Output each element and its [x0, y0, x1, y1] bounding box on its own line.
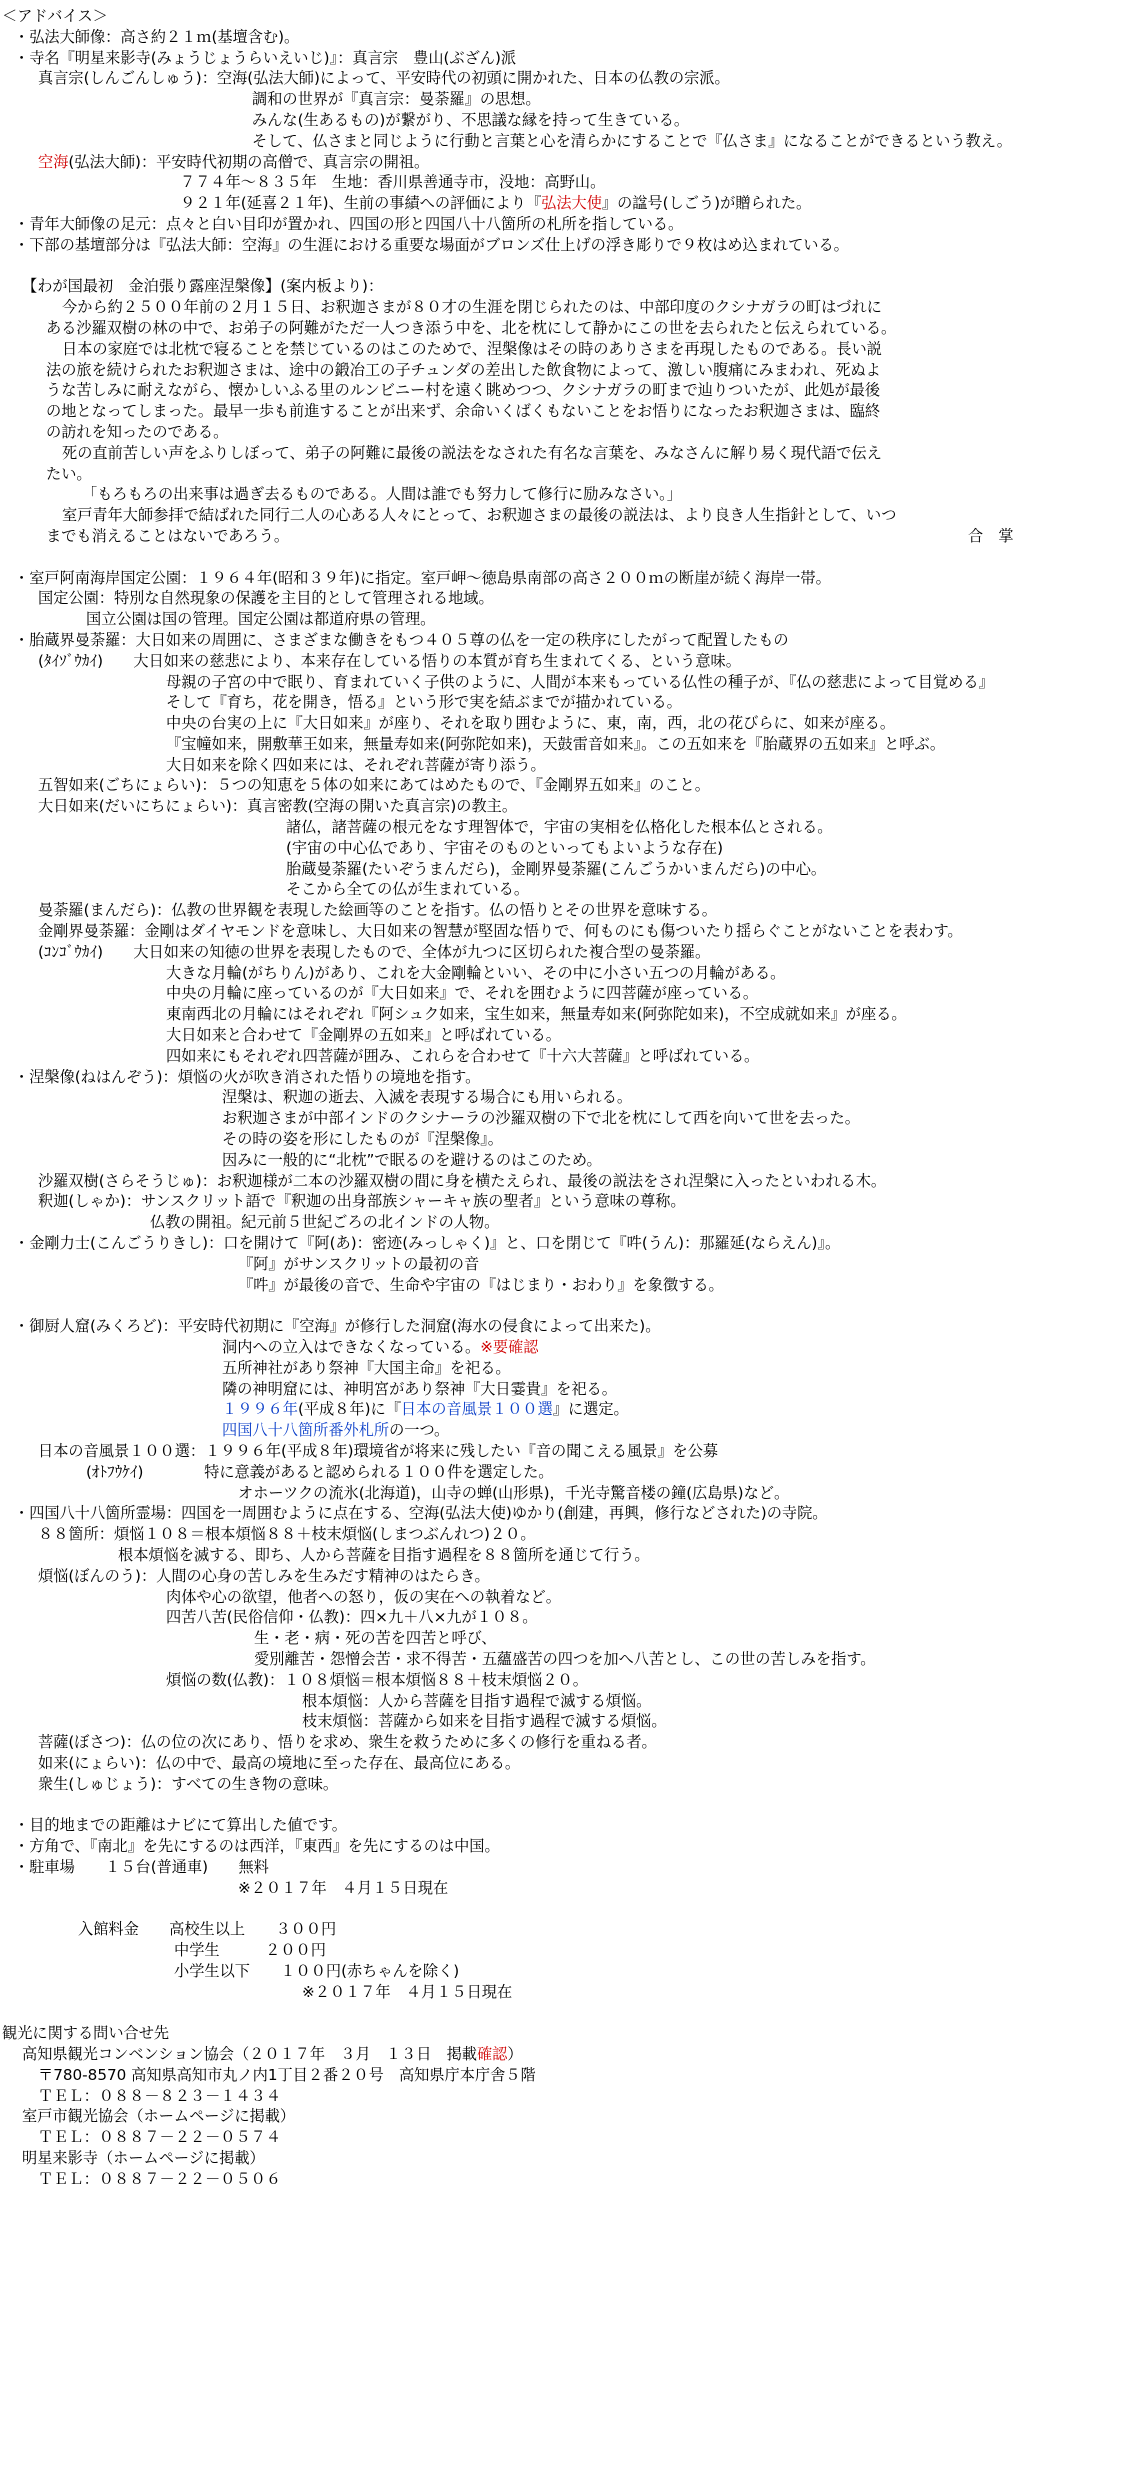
- line-text: ・下部の基壇部分は『弘法大師：空海』の生涯における重要な場面がブロンズ仕上げの浮き彫りで９枚はめ込まれている。: [14, 235, 849, 254]
- doc-line: [0, 2106, 1137, 2127]
- doc-line: [0, 900, 1137, 921]
- line-text: 日本の音風景１００選：１９９６年(平成８年)環境省が将来に残したい『音の聞こえる風景』を公募: [38, 1441, 719, 1460]
- doc-line: [0, 1857, 1137, 1878]
- highlight-text: 弘法大使: [541, 194, 602, 213]
- doc-line: [0, 1711, 1137, 1732]
- doc-line: [0, 443, 1137, 464]
- line-text: 大日如来を除く四如来には、それぞれ菩薩が寄り添う。: [166, 755, 546, 774]
- doc-line: [0, 360, 1137, 381]
- line-text: 【わが国最初 金泊張り露座涅槃像】(案内板より)：: [22, 277, 384, 296]
- line-text: 調和の世界が『真言宗：曼荼羅』の思想。: [252, 90, 541, 109]
- line-text: 四如来にもそれぞれ四菩薩が囲み、これらを合わせて『十六大菩薩』と呼ばれている。: [166, 1046, 760, 1065]
- line-text: (ﾀｲｿﾞｳｶｲ) 大日如来の慈悲により、本来存在している悟りの本質が育ち生まれてくる、という意味。: [38, 651, 741, 670]
- line-text: ＴＥＬ：０８８－８２３－１４３４: [38, 2086, 281, 2105]
- doc-line: [0, 526, 1137, 547]
- line-text: 愛別離苦・怨憎会苦・求不得苦・五蘊盛苦の四つを加へ八苦とし、この世の苦しみを指す。: [254, 1649, 876, 1668]
- line-text: お釈迦さまが中部インドのクシナーラの沙羅双樹の下で北を枕にして西を向いて世を去った。: [222, 1109, 860, 1128]
- line-text: 涅槃は、釈迦の逝去、入滅を表現する場合にも用いられる。: [222, 1088, 633, 1107]
- doc-line: [0, 276, 1137, 297]
- line-text: 根本煩悩を滅する、即ち、人から菩薩を目指す過程を８８箇所を通じて行う。: [118, 1545, 650, 1564]
- line-text: 〒780-8570 高知県高知市丸ノ内1丁目２番２０号 高知県庁本庁舎５階: [38, 2065, 536, 2084]
- doc-line: [0, 838, 1137, 859]
- line-text: ・方角で、『南北』を先にするのは西洋，『東西』を先にするのは中国。: [14, 1837, 500, 1856]
- doc-line: [0, 1524, 1137, 1545]
- doc-line: [0, 235, 1137, 256]
- doc-line: [0, 1732, 1137, 1753]
- line-text: 大日如来と合わせて『金剛界の五如来』と呼ばれている。: [166, 1026, 561, 1045]
- doc-line: [0, 1566, 1137, 1587]
- doc-line: [0, 1607, 1137, 1628]
- doc-line: [0, 1628, 1137, 1649]
- line-text: 入館料金 高校生以上 ３００円: [78, 1920, 337, 1939]
- doc-line: [0, 963, 1137, 984]
- line-text: 五智如来(ごちにょらい)：５つの知恵を５体の如来にあてはめたもので、『金剛界五如来』のこと。: [38, 776, 710, 795]
- doc-line: [0, 68, 1137, 89]
- doc-line: [0, 1087, 1137, 1108]
- doc-line: [0, 193, 1137, 214]
- line-text: 中央の月輪に座っているのが『大日如来』で、それを囲むように四菩薩が座っている。: [166, 984, 759, 1003]
- doc-line: [0, 1337, 1137, 1358]
- line-text: みんな(生あるもの)が繋がり、不思議な縁を持って生きている。: [252, 110, 690, 129]
- doc-line: [0, 859, 1137, 880]
- doc-line: [0, 755, 1137, 776]
- line-text: ・寺名『明星来影寺(みょうじょうらいえいじ)』：真言宗 豊山(ぶざん)派: [14, 48, 517, 67]
- doc-line: [0, 401, 1137, 422]
- line-text: ・室戸阿南海岸国定公園：１９６４年(昭和３９年)に指定。室戸岬〜徳島県南部の高さ２００ｍの断崖が続く海岸一帯。: [14, 568, 831, 587]
- line-text: ７７４年〜８３５年 生地：香川県善通寺市，没地：高野山。: [180, 173, 606, 192]
- highlight-text: ※要確認: [480, 1338, 539, 1356]
- doc-line: [0, 1545, 1137, 1566]
- doc-line: [0, 297, 1137, 318]
- line-text: 『阿』がサンスクリットの最初の音: [238, 1254, 480, 1273]
- line-text: 『宝幢如来，開敷華王如来，無量寿如来(阿弥陀如来)，天鼓雷音如来』。この五如来を『胎蔵界の五如来』と呼ぶ。: [166, 734, 946, 753]
- line-text: 五所神社があり祭神『大国主命』を祀る。: [222, 1358, 511, 1377]
- doc-line: [0, 1483, 1137, 1504]
- line-text: ＜アドバイス＞: [2, 7, 108, 25]
- line-text: 洞内への立入はできなくなっている。: [222, 1338, 481, 1356]
- line-text: ＴＥＬ：０８８７－２２－０５０６: [38, 2169, 281, 2188]
- line-text: (ｵﾄﾌｳｹｲ) 特に意義があると認められる１００件を選定した。: [86, 1462, 554, 1481]
- line-text: (平成８年)に『: [297, 1400, 401, 1419]
- line-text: までも消えることはないであろう。: [46, 526, 289, 545]
- line-text: 国定公園：特別な自然現象の保護を主目的として管理される地域。: [38, 589, 494, 608]
- line-text: ※２０１７年 ４月１５日現在: [302, 1982, 513, 2001]
- doc-line: [0, 1254, 1137, 1275]
- doc-line: [0, 1815, 1137, 1836]
- highlight-text: 日本の音風景１００選: [400, 1400, 553, 1419]
- line-text: 煩悩の数(仏教)：１０８煩悩＝根本煩悩８８＋枝末煩悩２０。: [166, 1670, 588, 1689]
- doc-line: [0, 588, 1137, 609]
- line-text: 国立公園は国の管理。国定公園は都道府県の管理。: [86, 610, 436, 629]
- line-text: ・目的地までの距離はナビにて算出した値です。: [14, 1816, 347, 1835]
- doc-line: [0, 27, 1137, 48]
- line-text: 』の諡号(しごう)が贈られた。: [601, 194, 812, 213]
- line-text: 大きな月輪(がちりん)があり、これを大金剛輪といい、その中に小さい五つの月輪がある。: [166, 963, 786, 982]
- doc-line: [0, 734, 1137, 755]
- doc-line: [0, 2023, 1137, 2044]
- line-text: 煩悩(ぼんのう)：人間の心身の苦しみを生みだす精神のはたらき。: [38, 1566, 490, 1585]
- line-text: 今から約２５００年前の２月１５日、お釈迦さまが８０才の生涯を閉じられたのは、中部印度のクシナガラの町はづれに: [62, 298, 882, 317]
- line-text: 大日如来(だいにちにょらい)：真言密教(空海の開いた真言宗)の教主。: [38, 797, 518, 816]
- doc-line: [0, 1295, 1137, 1316]
- doc-line: [0, 339, 1137, 360]
- line-text: ・青年大師像の足元：点々と白い目印が置かれ、四国の形と四国八十八箇所の札所を指している。: [14, 214, 684, 233]
- doc-line: [0, 1753, 1137, 1774]
- doc-line: [0, 1899, 1137, 1920]
- closing-word: 合 掌: [968, 526, 1014, 545]
- doc-line: [0, 2127, 1137, 2148]
- line-text: ・駐車場 １５台(普通車) 無料: [14, 1857, 269, 1876]
- line-text: 死の直前苦しい声をふりしぼって、弟子の阿難に最後の説法をなされた有名な言葉を、みなさんに解り易く現代語で伝え: [62, 443, 882, 462]
- line-text: 釈迦(しゃか)：サンスクリット語で『釈迦の出身部族シャーキャ族の聖者』という意味の尊称。: [38, 1192, 686, 1211]
- line-text: の地となってしまった。最早一歩も前進することが出来ず、余命いくばくもないことをお悟りになったお釈迦さまは、臨終: [46, 402, 881, 421]
- doc-line: [0, 1212, 1137, 1233]
- doc-line: [0, 110, 1137, 131]
- doc-line: [0, 1379, 1137, 1400]
- doc-line: [0, 1004, 1137, 1025]
- highlight-text: １９９６年: [222, 1400, 298, 1419]
- line-text: 枝末煩悩：菩薩から如来を目指す過程で滅する煩悩。: [302, 1712, 667, 1731]
- doc-line: [0, 921, 1137, 942]
- doc-line: [0, 1795, 1137, 1816]
- line-text: 沙羅双樹(さらそうじゅ)：お釈迦様が二本の沙羅双樹の間に身を横たえられ、最後の説法をされ涅槃に入ったといわれる木。: [38, 1171, 887, 1190]
- line-text: の一つ。: [389, 1421, 450, 1440]
- doc-line: [0, 1420, 1137, 1441]
- line-text: (ｺﾝｺﾞｳｶｲ) 大日如来の知徳の世界を表現したもので、全体が九つに区切られた複合型の曼荼羅。: [38, 942, 711, 961]
- line-text: 中央の台実の上に『大日如来』が座り、それを取り囲むように、東，南，西，北の花びらに、如来が座る。: [166, 714, 895, 733]
- doc-line: [0, 713, 1137, 734]
- doc-line: [0, 422, 1137, 443]
- line-text: 生・老・病・死の苦を四苦と呼び、: [254, 1629, 497, 1648]
- highlight-text: 確認: [476, 2045, 508, 2064]
- doc-line: [0, 1025, 1137, 1046]
- doc-line: [0, 2169, 1137, 2190]
- doc-line: [0, 484, 1137, 505]
- doc-line: [0, 464, 1137, 485]
- doc-line: [0, 1836, 1137, 1857]
- line-text: ・弘法大師像：高さ約２１ｍ(基壇含む)。: [14, 27, 300, 46]
- doc-line: [0, 630, 1137, 651]
- doc-line: [0, 1691, 1137, 1712]
- doc-line: [0, 2086, 1137, 2107]
- doc-line: [0, 1649, 1137, 1670]
- doc-line: [0, 879, 1137, 900]
- line-text: そして『育ち，花を開き，悟る』という形で実を結ぶまでが描かれている。: [166, 693, 682, 712]
- line-text: たい。: [46, 464, 92, 483]
- line-text: 真言宗(しんごんしゅう)：空海(弘法大師)によって、平安時代の初頭に開かれた、日本の仏教の宗派。: [38, 69, 730, 88]
- doc-line: [0, 2003, 1137, 2024]
- doc-line: [0, 214, 1137, 235]
- doc-line: [0, 1774, 1137, 1795]
- line-text: ・四国八十八箇所霊場：四国を一周囲むように点在する、空海(弘法大使)ゆかり(創建，再興，修行などされた)の寺院。: [14, 1504, 828, 1523]
- doc-line: [0, 1462, 1137, 1483]
- line-text: 諸仏，諸菩薩の根元をなす理智体で，宇宙の実相を仏格化した根本仏とされる。: [286, 818, 833, 837]
- line-text: そこから全ての仏が生まれている。: [286, 880, 529, 899]
- line-text: 母親の子宮の中で眠り、育まれていく子供のように、人間が本来もっている仏性の種子が、『仏の慈悲によって目覚める』: [166, 672, 994, 691]
- line-text: 曼荼羅(まんだら)：仏教の世界観を表現した絵画等のことを指す。仏の悟りとその世界を意味する。: [38, 901, 717, 920]
- line-text: の訪れを知ったのである。: [46, 422, 229, 441]
- line-text: 明星来影寺（ホームページに掲載）: [22, 2149, 265, 2168]
- doc-line: [0, 318, 1137, 339]
- doc-line: [0, 172, 1137, 193]
- doc-line: [0, 1191, 1137, 1212]
- doc-line: [0, 775, 1137, 796]
- line-text: 如来(にょらい)：仏の中で、最高の境地に至った存在、最高位にある。: [38, 1753, 521, 1772]
- doc-line: [0, 1399, 1137, 1420]
- doc-line: [0, 1961, 1137, 1982]
- doc-line: [0, 256, 1137, 277]
- line-text: うな苦しみに耐えながら、懐かしいふる里のルンビニー村を遠く眺めつつ、クシナガラの町まで辿りついたが、此処が最後: [46, 381, 881, 400]
- doc-line: [0, 1441, 1137, 1462]
- doc-line: [0, 1046, 1137, 1067]
- line-text: ９２１年(延喜２１年)、生前の事績への評価により『: [180, 194, 542, 213]
- line-text: 小学生以下 １００円(赤ちゃんを除く): [174, 1961, 460, 1980]
- line-text: ）: [507, 2045, 523, 2064]
- doc-line: [0, 568, 1137, 589]
- doc-line: [0, 131, 1137, 152]
- doc-line: [0, 817, 1137, 838]
- line-text: その時の姿を形にしたものが『涅槃像』。: [222, 1130, 503, 1149]
- doc-line: [0, 942, 1137, 963]
- highlight-text: 空海: [38, 152, 69, 171]
- doc-line: [0, 1275, 1137, 1296]
- doc-line: [0, 2065, 1137, 2086]
- doc-line: [0, 1878, 1137, 1899]
- doc-line: [0, 152, 1137, 173]
- doc-line: [0, 6, 1137, 27]
- line-text: 高知県観光コンベンション協会（２０１７年 ３月 １３日 掲載: [22, 2045, 477, 2064]
- doc-line: [0, 1067, 1137, 1088]
- doc-line: [0, 651, 1137, 672]
- doc-line: [0, 1150, 1137, 1171]
- highlight-text: 四国八十八箇所番外札所: [222, 1421, 390, 1440]
- doc-line: [0, 1171, 1137, 1192]
- doc-line: [0, 1940, 1137, 1961]
- doc-line: [0, 692, 1137, 713]
- line-text: 金剛界曼荼羅：金剛はダイヤモンドを意味し、大日如来の智慧が堅固な悟りで、何ものにも傷ついたり揺らぐことがないことを表わす。: [38, 922, 963, 941]
- line-text: 中学生 ２００円: [174, 1941, 326, 1960]
- doc-line: [0, 1358, 1137, 1379]
- line-text: 『吽』が最後の音で、生命や宇宙の『はじまり・おわり』を象徴する。: [238, 1275, 724, 1294]
- doc-line: [0, 547, 1137, 568]
- doc-line: [0, 1316, 1137, 1337]
- doc-line: [0, 983, 1137, 1004]
- line-text: オホーツクの流氷(北海道)，山寺の蝉(山形県)，千光寺驚音楼の鐘(広島県)など。: [238, 1483, 790, 1502]
- line-text: 観光に関する問い合せ先: [2, 2024, 170, 2043]
- line-text: 仏教の開祖。紀元前５世紀ごろの北インドの人物。: [150, 1213, 500, 1232]
- doc-line: [0, 2044, 1137, 2065]
- doc-line: [0, 48, 1137, 69]
- line-text: 「もろもろの出来事は過ぎ去るものである。人間は誰でも努力して修行に励みなさい。」: [82, 485, 682, 504]
- doc-line: [0, 1129, 1137, 1150]
- line-text: 肉体や心の欲望，他者への怒り，仮の実在への執着など。: [166, 1587, 561, 1606]
- line-text: 菩薩(ぼさつ)：仏の位の次にあり、悟りを求め、衆生を救うために多くの修行を重ねる者。: [38, 1733, 657, 1752]
- line-text: (宇宙の中心仏であり、宇宙そのものといってもよいような存在): [286, 838, 724, 857]
- line-text: ＴＥＬ：０８８７－２２－０５７４: [38, 2128, 281, 2147]
- doc-line: [0, 1919, 1137, 1940]
- line-text: 室戸青年大師参拝で結ばれた同行二人の心ある人々にとって、お釈迦さまの最後の説法は、より良き人生指針として、いつ: [62, 506, 897, 525]
- line-text: 』に選定。: [552, 1400, 629, 1419]
- line-text: 法の旅を続けられたお釈迦さまは、途中の鍛冶工の子チュンダの差出した飲食物によって、激しい腹痛にみまわれ、死ぬよ: [46, 360, 881, 379]
- line-text: 隣の神明窟には、神明宮があり祭神『大日霎貴』を祀る。: [222, 1379, 617, 1398]
- line-text: 衆生(しゅじょう)：すべての生き物の意味。: [38, 1774, 339, 1793]
- doc-line: [0, 1233, 1137, 1254]
- line-text: ※２０１７年 ４月１５日現在: [238, 1878, 449, 1897]
- line-text: ８８箇所：煩悩１０８＝根本煩悩８８＋枝末煩悩(しまつぶんれつ)２０。: [38, 1525, 536, 1544]
- doc-line: [0, 89, 1137, 110]
- line-text: そして、仏さまと同じように行動と言葉と心を清らかにすることで『仏さま』になることができるという教え。: [252, 131, 1012, 150]
- doc-line: [0, 1982, 1137, 2003]
- doc-line: [0, 609, 1137, 630]
- doc-line: [0, 2148, 1137, 2169]
- line-text: 根本煩悩：人から菩薩を目指す過程で滅する煩悩。: [302, 1691, 652, 1710]
- doc-line: [0, 1503, 1137, 1524]
- line-text: 四苦八苦(民俗信仰・仏教)：四×九＋八×九が１０８。: [166, 1608, 538, 1627]
- doc-line: [0, 796, 1137, 817]
- line-text: 室戸市観光協会（ホームページに掲載）: [22, 2107, 296, 2126]
- doc-line: [0, 1108, 1137, 1129]
- line-text: 東南西北の月輪にはそれぞれ『阿シュク如来，宝生如来，無量寿如来(阿弥陀如来)，不空成就如来』が座る。: [166, 1005, 907, 1024]
- line-text: ・御厨人窟(みくろど)：平安時代初期に『空海』が修行した洞窟(海水の侵食によって出来た)。: [14, 1317, 661, 1336]
- line-text: ・涅槃像(ねはんぞう)：煩悩の火が吹き消された悟りの境地を指す。: [14, 1067, 481, 1086]
- doc-line: [0, 1587, 1137, 1608]
- line-text: ・胎蔵界曼荼羅：大日如来の周囲に、さまざまな働きをもつ４０５尊の仏を一定の秩序にしたがって配置したもの: [14, 630, 789, 649]
- line-text: ある沙羅双樹の林の中で、お弟子の阿難がただ一人つき添う中を、北を枕にして静かにこの世を去られたと伝えられている。: [46, 318, 897, 337]
- line-text: 因みに一般的に“北枕”で眠るのを避けるのはこのため。: [222, 1150, 602, 1169]
- doc-line: [0, 672, 1137, 693]
- doc-line: [0, 505, 1137, 526]
- line-text: 日本の家庭では北枕で寝ることを禁じているのはこのためで、涅槃像はその時のありさまを再現したものである。長い説: [62, 339, 882, 358]
- line-text: 胎蔵曼荼羅(たいぞうまんだら)，金剛界曼荼羅(こんごうかいまんだら)の中心。: [286, 859, 827, 878]
- line-text: (弘法大師)：平安時代初期の高僧で、真言宗の開祖。: [68, 152, 430, 171]
- line-text: ・金剛力士(こんごうりきし)：口を開けて『阿(あ)：密迹(みっしゃく)』と、口を閉じて『吽(うん)：那羅延(ならえん)』。: [14, 1234, 841, 1253]
- doc-line: [0, 1670, 1137, 1691]
- doc-line: [0, 380, 1137, 401]
